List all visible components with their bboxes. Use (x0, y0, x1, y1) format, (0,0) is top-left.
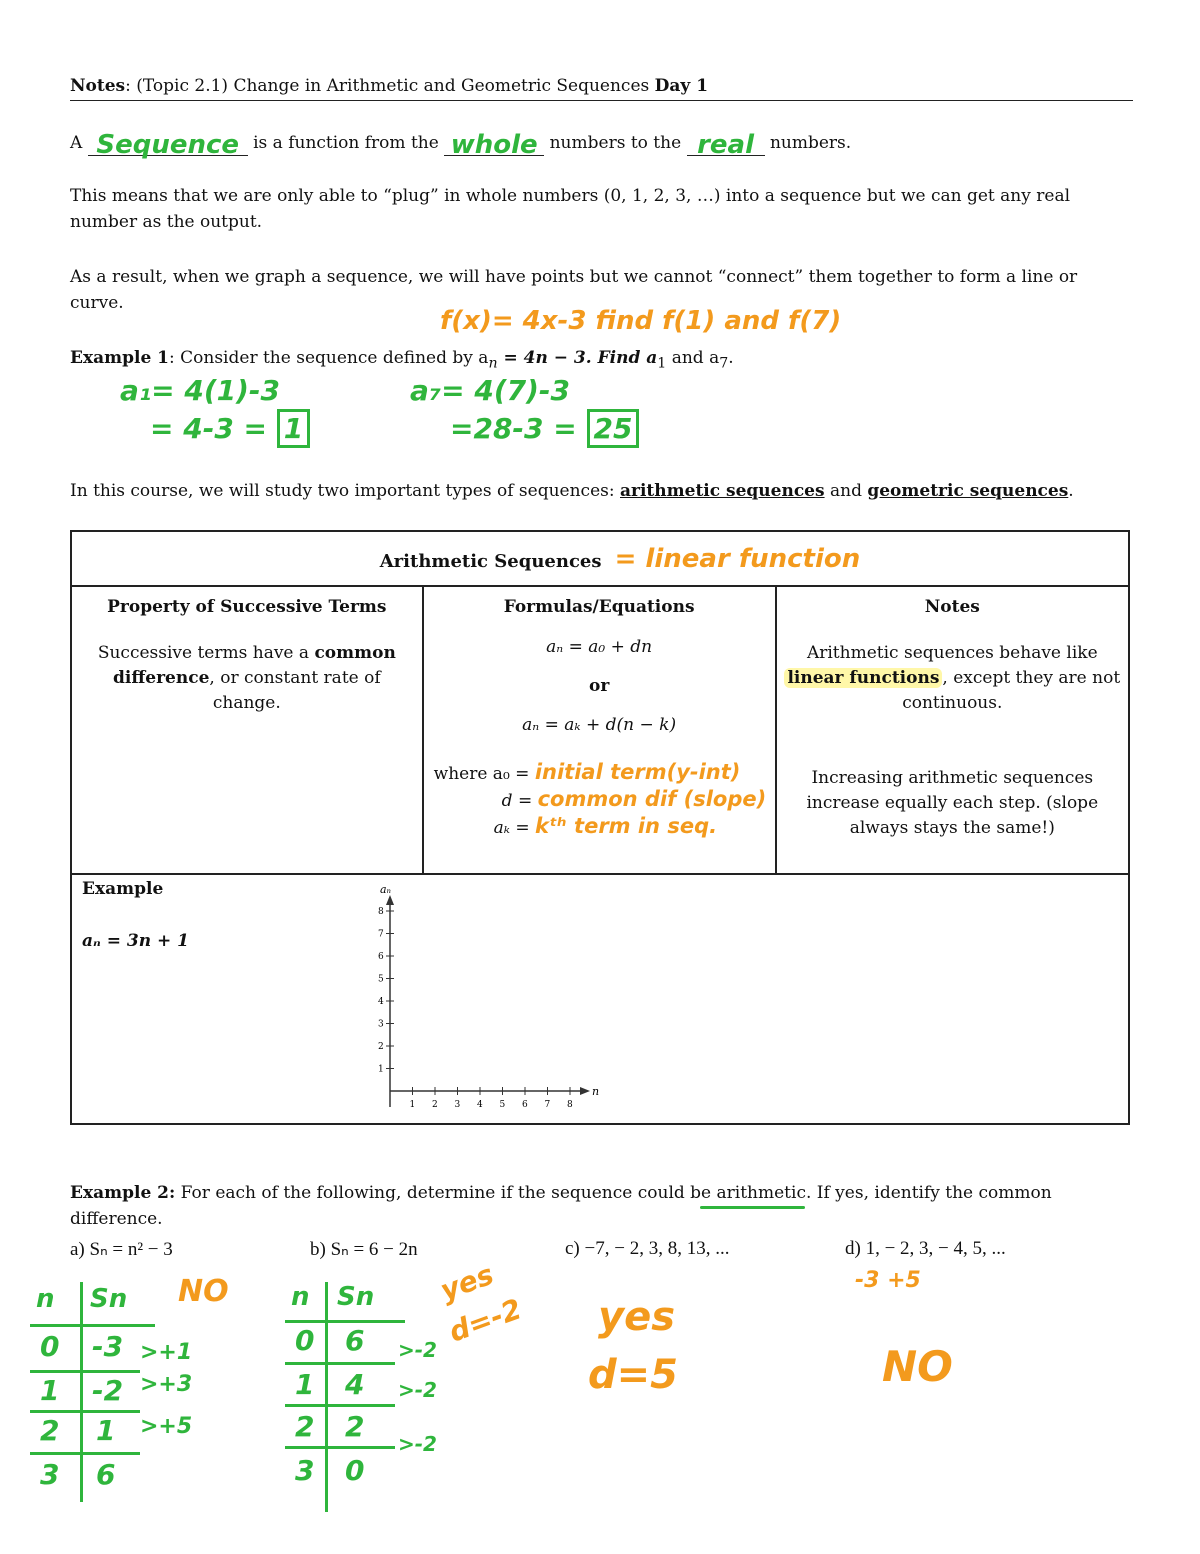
example1-text: : Consider the sequence defined by a (169, 348, 489, 368)
col3-body (777, 641, 1128, 716)
def-suffix: numbers. (769, 133, 852, 153)
hw-b-diff1: >-2 (398, 1338, 437, 1362)
hw-table-b-vline (325, 1282, 328, 1512)
y-axis-arrow (386, 895, 394, 905)
col2-or: or (588, 676, 610, 696)
blank-whole (444, 130, 544, 160)
col1-head: Property of Successive Terms (107, 597, 387, 617)
example2-b: b) Sₙ = 6 − 2n (310, 1239, 418, 1260)
example2-text: For each of the following, determine if the sequence could be arithmetic. If yes, identify the common (175, 1183, 1052, 1203)
col1-text-b: , or constant rate of (209, 668, 381, 688)
hw-initial-term: initial term(y-int) (534, 760, 741, 784)
x-tick-label: 5 (499, 1100, 506, 1110)
hw-table-a-hline2 (30, 1370, 140, 1373)
hw-b-n1: 1 (295, 1368, 315, 1401)
hw-table-a-hline (30, 1324, 155, 1327)
col1-bold1: common (314, 643, 396, 663)
hw-b-s2: 2 (345, 1410, 365, 1443)
answer-left: 1 (277, 409, 310, 448)
graph-y-label: aₙ (380, 883, 392, 896)
para1-line2: number as the output. (70, 212, 263, 232)
col2-d-label: d = (501, 791, 533, 811)
hw-a-n0: 0 (40, 1330, 60, 1363)
x-tick-label: 4 (477, 1100, 483, 1110)
col2-ak-label: aₖ = (493, 818, 530, 838)
hw-b-verdict-d: d=-2 (444, 1292, 527, 1349)
col2-formula1: aₙ = a₀ + dn (546, 637, 653, 657)
example1-sub7: 7 (719, 355, 729, 372)
y-tick-label: 3 (378, 1019, 384, 1030)
hw-b-s3: 0 (345, 1454, 365, 1487)
col2-formula2: aₙ = aₖ + d(n − k) (522, 715, 677, 735)
col3-p2-line3: always stays the same!) (849, 818, 1055, 838)
example-graph (362, 881, 622, 1113)
y-tick-label: 4 (378, 997, 384, 1007)
hw-table-b-hline (285, 1320, 405, 1323)
graph-x-label: n (592, 1085, 600, 1098)
col3-line1: Arithmetic sequences behave like (806, 643, 1098, 663)
col3-line2: , except they are not (942, 668, 1121, 688)
hw-a-diff1: >+1 (140, 1340, 193, 1365)
paragraph-1 (70, 183, 1070, 235)
x-tick-label: 2 (432, 1100, 438, 1110)
example2-a: a) Sₙ = n² − 3 (70, 1239, 173, 1260)
col2-d (424, 787, 775, 814)
para2-line2: curve. (70, 293, 124, 313)
course-prefix: In this course, we will study two important types of sequences: (70, 481, 620, 501)
col3-p2-line2: increase equally each step. (slope (806, 793, 1099, 813)
col2-where (424, 760, 775, 787)
hw-b-diff2: >-2 (398, 1378, 437, 1402)
table-title-cell (71, 531, 1129, 586)
hw-table-a (30, 1282, 160, 1512)
hw-sequence: Sequence (96, 130, 240, 160)
x-tick-label: 7 (544, 1100, 551, 1110)
hw-table-b (285, 1282, 415, 1522)
hw-c-verdict-yes: yes (598, 1294, 676, 1340)
hw-b-s0: 6 (345, 1324, 365, 1357)
hw-a-diff3: >+5 (140, 1414, 193, 1439)
x-axis-arrow (580, 1087, 590, 1095)
hw-a-head-s: Sn (90, 1284, 128, 1314)
example2-text2: difference. (70, 1209, 163, 1229)
topic-title: : (Topic 2.1) Change in Arithmetic and Geometric Sequences (125, 76, 650, 96)
hw-a-s0: -3 (92, 1330, 124, 1363)
work-left-2: = 4-3 = (150, 412, 268, 445)
y-tick-label: 8 (378, 907, 384, 917)
para1-line1: This means that we are only able to “plug” in whole numbers (0, 1, 2, 3, …) into a sequence but we can get any real (70, 186, 1071, 206)
work-right-1: a₇= 4(7)-3 (410, 374, 571, 407)
col1-bold2: difference (112, 668, 210, 688)
hw-b-diff3: >-2 (398, 1432, 437, 1456)
col2-head: Formulas/Equations (503, 597, 695, 617)
hw-whole: whole (450, 130, 538, 160)
col-notes (776, 586, 1129, 874)
work-left-1: a₁= 4(1)-3 (120, 374, 281, 407)
hw-common-dif: common dif (slope) (537, 787, 767, 811)
hw-table-a-hline3 (30, 1410, 140, 1413)
geo-term: geometric sequences (867, 481, 1069, 501)
y-tick-label: 7 (378, 929, 384, 940)
x-tick-label: 1 (409, 1100, 416, 1110)
y-tick-label: 5 (378, 974, 384, 985)
example1-period: . (728, 348, 734, 368)
hw-a-diff2: >+3 (140, 1372, 193, 1397)
hw-a-s1: -2 (92, 1374, 124, 1407)
col2-where-label: where a₀ = (433, 764, 530, 784)
definition-line (70, 130, 852, 160)
x-tick-label: 8 (567, 1100, 573, 1110)
example-label: Example (82, 879, 164, 899)
col-formulas (423, 586, 776, 874)
hw-b-head-n: n (291, 1282, 310, 1312)
hw-table-a-hline4 (30, 1452, 140, 1455)
hw-a-head-n: n (36, 1284, 55, 1314)
hw-c-verdict-d: d=5 (588, 1352, 678, 1398)
answer-right: 25 (587, 409, 640, 448)
notes-label: Notes (70, 76, 126, 96)
hw-table-b-hline4 (285, 1446, 395, 1449)
hw-a-n1: 1 (40, 1374, 60, 1407)
arith-term: arithmetic sequences (620, 481, 825, 501)
col3-head: Notes (924, 597, 980, 617)
col3-highlight: linear functions (784, 668, 942, 688)
def-mid1: is a function from the (253, 133, 439, 153)
day-label: Day 1 (654, 76, 709, 96)
hw-a-n2: 2 (40, 1414, 60, 1447)
col3-p2-line1: Increasing arithmetic sequences (811, 768, 1094, 788)
example1-work-right (410, 372, 639, 448)
hw-table-b-hline3 (285, 1404, 395, 1407)
blank-sequence (88, 130, 248, 160)
col1-body (72, 641, 422, 716)
hw-real: real (697, 130, 754, 160)
hw-b-head-s: Sn (337, 1282, 375, 1312)
hw-underline-arithmetic (700, 1206, 805, 1209)
course-and: and (824, 481, 868, 501)
y-tick-label: 1 (378, 1064, 384, 1075)
hw-a-s3: 6 (96, 1458, 116, 1491)
hw-a-n3: 3 (40, 1458, 60, 1491)
example-row (71, 874, 1129, 1124)
hw-table-a-vline (80, 1282, 83, 1502)
example1-and: and a (666, 348, 720, 368)
def-prefix: A (70, 133, 83, 153)
para2-line1: As a result, when we graph a sequence, we will have points but we cannot “connect” them together to form a line or (70, 267, 1078, 287)
hw-table-b-hline2 (285, 1362, 395, 1365)
hw-b-n0: 0 (295, 1324, 315, 1357)
hw-d-verdict: NO (882, 1342, 953, 1391)
example1-sub1: 1 (657, 355, 667, 372)
header-rule (70, 100, 1133, 101)
hw-a-verdict: NO (178, 1274, 229, 1309)
example1-formula: = 4n − 3. Find a (497, 348, 658, 368)
example2-d: d) 1, − 2, 3, − 4, 5, ... (845, 1238, 1006, 1259)
hw-fx-note: f(x)= 4x-3 find f(1) and f(7) (440, 306, 842, 336)
hw-b-n2: 2 (295, 1410, 315, 1443)
hw-b-n3: 3 (295, 1454, 315, 1487)
course-end: . (1068, 481, 1074, 501)
blank-real (687, 130, 765, 160)
header (70, 73, 708, 99)
col-property (71, 586, 423, 874)
def-mid2: numbers to the (549, 133, 682, 153)
hw-a-s2: 1 (96, 1414, 116, 1447)
col2-ak (424, 814, 775, 841)
y-tick-label: 2 (378, 1042, 384, 1052)
example2-intro (70, 1180, 1052, 1232)
work-right-2: =28-3 = (450, 412, 577, 445)
y-tick-label: 6 (378, 952, 384, 962)
col3-line3: continuous. (902, 693, 1003, 713)
course-line (70, 478, 1074, 504)
hw-b-s1: 4 (345, 1368, 365, 1401)
example1-work-left (120, 372, 310, 448)
hw-kth-term: kᵗʰ term in seq. (535, 814, 718, 838)
hw-b-verdict-yes: yes (435, 1257, 498, 1308)
hw-linear-function: = linear function (614, 543, 861, 574)
example2-label: Example 2: (70, 1183, 176, 1203)
col1-text-c: change. (212, 693, 281, 713)
example1-label: Example 1 (70, 348, 170, 368)
arithmetic-table (70, 530, 1130, 1125)
example-formula: aₙ = 3n + 1 (82, 931, 189, 951)
x-tick-label: 3 (454, 1100, 461, 1110)
example2-c: c) −7, − 2, 3, 8, 13, ... (565, 1238, 730, 1259)
example1-sub-n: n (488, 355, 498, 372)
hw-d-diffs: -3 +5 (855, 1268, 921, 1293)
table-title: Arithmetic Sequences (379, 550, 602, 572)
x-tick-label: 6 (522, 1100, 528, 1110)
col3-body2 (777, 766, 1128, 841)
col1-text-a: Successive terms have a (97, 643, 315, 663)
